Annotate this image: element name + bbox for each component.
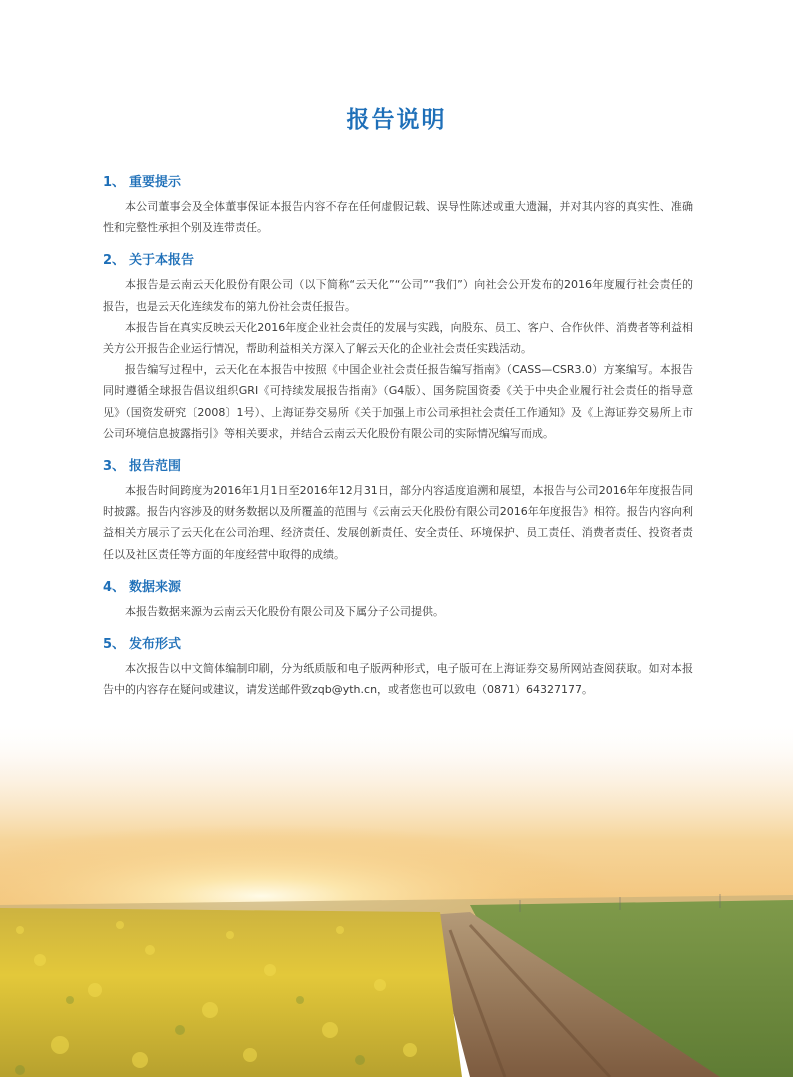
paragraph: 本报告是云南云天化股份有限公司（以下简称“云天化”“公司”“我们”）向社会公开发布的2016年度履行社会责任的报告，也是云天化连续发布的第九份社会责任报告。 <box>103 278 693 313</box>
section-about-report <box>103 252 693 444</box>
section-report-scope <box>103 458 693 565</box>
paragraph: 报告编写过程中，云天化在本报告中按照《中国企业社会责任报告编写指南》（CASS—CSR3.0）方案编写。本报告同时遵循全球报告倡议组织GRI《可持续发展报告指南》（G4版）、国务院国资委《关于中央企业履行社会责任的指导意见》（国资发研究〔2008〕1号）、上海证券交易所《关于加强上市公司承担社会责任工作通知》及《上海证券交易所上市公司环境信息披露指引》等相关要求，并结合云南云天化股份有限公司的实际情况编写而成。 <box>103 363 693 440</box>
page-title: 报告说明 <box>346 107 447 133</box>
section-title: 重要提示 <box>129 175 182 190</box>
content-body <box>103 174 693 714</box>
section-important-notice <box>103 174 693 238</box>
section-heading <box>103 458 693 476</box>
section-heading <box>103 252 693 270</box>
section-number: 5、 <box>103 637 126 653</box>
section-heading <box>103 579 693 597</box>
section-data-source <box>103 579 693 622</box>
paragraph: 本次报告以中文简体编制印刷，分为纸质版和电子版两种形式，电子版可在上海证券交易所网站查阅获取。如对本报告中的内容存在疑问或建议，请发送邮件致zqb@yth.cn，或者您也可以致电（0871）64327177。 <box>103 662 693 697</box>
section-title: 关于本报告 <box>129 253 195 269</box>
paragraph: 本报告时间跨度为2016年1月1日至2016年12月31日，部分内容适度追溯和展望，本报告与公司2016年年度报告同时披露。报告内容涉及的财务数据以及所覆盖的范围与《云南云天化股份有限公司2016年年度报告》相符。报告内容向利益相关方展示了云天化在公司治理、经济责任、发展创新责任、安全责任、环境保护、员工责任、消费者责任、投资者责任以及社区责任等方面的年度经营中取得的成绩。 <box>103 484 693 561</box>
section-number: 4、 <box>103 579 126 595</box>
paragraph: 本报告旨在真实反映云天化2016年度企业社会责任的发展与实践，向股东、员工、客户、合作伙伴、消费者等利益相关方公开报告企业运行情况，帮助利益相关方深入了解云天化的企业社会责任实践活动。 <box>103 320 693 356</box>
section-number: 3、 <box>103 459 126 475</box>
section-release-format <box>103 636 693 700</box>
section-number: 1、 <box>103 175 126 190</box>
section-title: 报告范围 <box>129 459 182 475</box>
section-title: 发布形式 <box>129 637 182 653</box>
section-heading <box>103 636 693 654</box>
paragraph: 本公司董事会及全体董事保证本报告内容不存在任何虚假记载、误导性陈述或重大遗漏，并对其内容的真实性、准确性和完整性承担个别及连带责任。 <box>103 200 693 235</box>
section-number: 2、 <box>103 253 126 269</box>
section-title: 数据来源 <box>129 579 182 595</box>
paragraph: 本报告数据来源为云南云天化股份有限公司及下属分子公司提供。 <box>125 604 444 618</box>
section-heading <box>103 174 693 192</box>
